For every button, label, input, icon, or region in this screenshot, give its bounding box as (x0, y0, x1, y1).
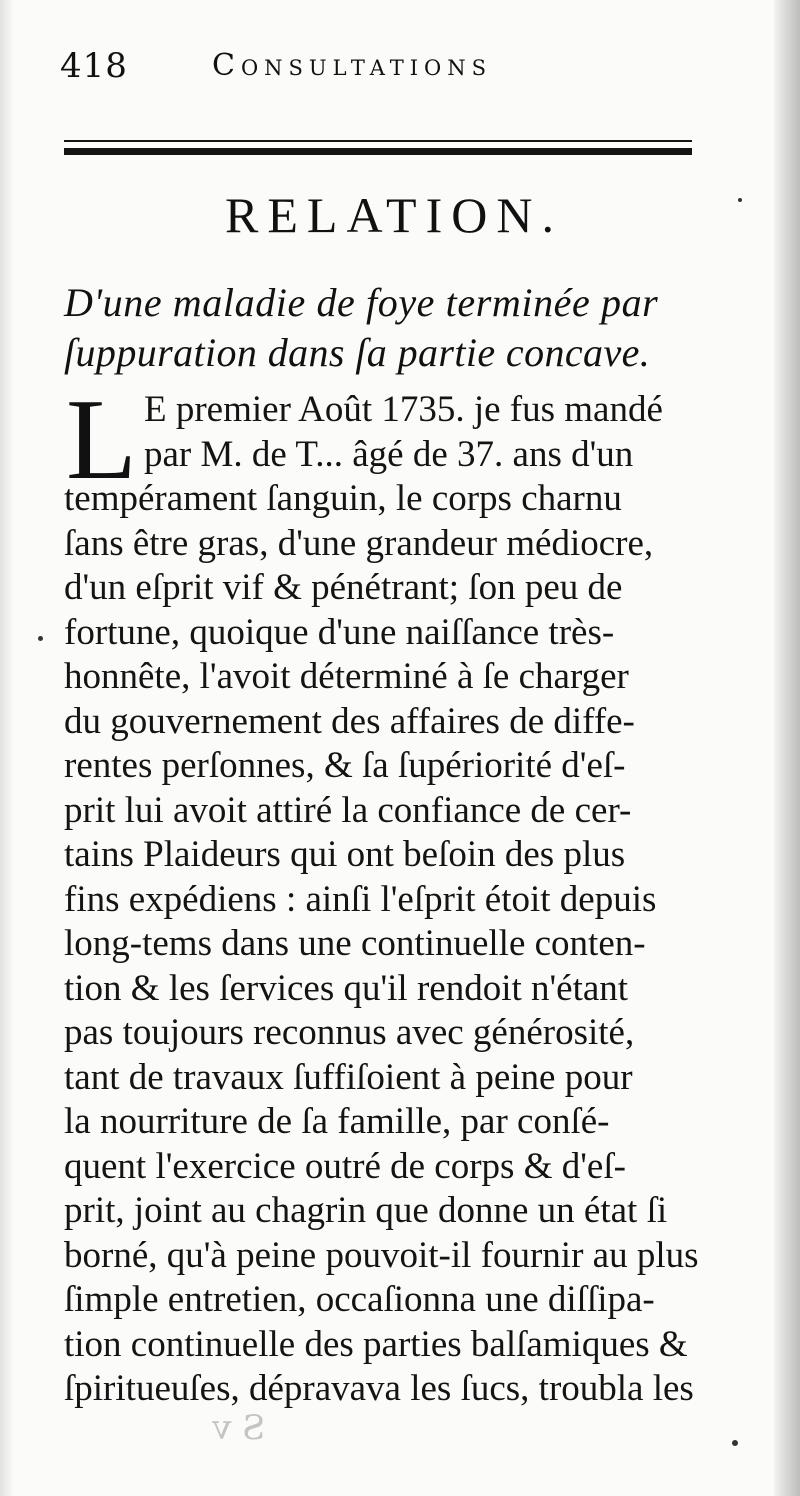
body-paragraph (64, 376, 744, 1412)
subtitle-line: D'une maladie de foye terminée par (64, 280, 659, 325)
body-line: borné, qu'à peine pouvoit-il fournir au plus (64, 1234, 699, 1276)
body-line: tant de travaux ſuffiſoient à peine pour (64, 1056, 633, 1098)
body-line: ſimple entretien, occaſionna une diſſipa- (64, 1279, 655, 1320)
page-header (60, 42, 720, 92)
page-left-edge (0, 0, 14, 1496)
body-line: par M. de T... âgé de 37. ans d'un (144, 433, 634, 475)
body-line: la nourriture de ſa famille, par conſé- (64, 1101, 610, 1142)
body-line: fins expédiens : ainſi l'eſprit étoit depuis (64, 878, 657, 920)
body-line: d'un eſprit vif & pénétrant; ſon peu de (64, 567, 623, 608)
ink-speck (732, 1440, 738, 1446)
body-line: quent l'exercice outré de corps & d'eſ- (64, 1145, 626, 1187)
body-line: ſpiritueuſes, dépravava les ſucs, troubla les (64, 1368, 694, 1409)
page-gutter-shadow (774, 0, 800, 1496)
body-line: rentes perſonnes, & ſa ſupériorité d'eſ- (64, 745, 626, 786)
body-line: honnête, l'avoit déterminé à ſe charger (64, 656, 629, 697)
ink-speck (38, 636, 43, 641)
header-rule-thin (64, 140, 692, 142)
body-line: tion continuelle des parties balſamiques & (64, 1323, 688, 1365)
body-line: fortune, quoique d'une naiſſance très- (64, 611, 615, 653)
body-line: pas toujours reconnus avec générosité, (64, 1012, 635, 1053)
body-line: ſans être gras, d'une grandeur médiocre, (64, 522, 654, 564)
header-rule-thick (64, 148, 692, 155)
section-subtitle (64, 278, 744, 378)
ink-speck (738, 198, 742, 202)
section-heading: RELATION. (225, 187, 563, 243)
body-line: prit lui avoit attiré la confiance de cer- (64, 789, 632, 831)
body-line: tains Plaideurs qui ont beſoin des plus (64, 834, 626, 875)
body-line: du gouvernement des affaires de diffe- (64, 700, 635, 742)
body-line: prit, joint au chagrin que donne un état ſi (64, 1190, 668, 1231)
subtitle-line: ſuppuration dans ſa partie concave. (64, 330, 651, 375)
drop-cap: L (66, 376, 137, 504)
bleed-through-text (60, 100, 760, 135)
page-number: 418 (60, 46, 128, 86)
body-line: tempérament ſanguin, le corps charnu (64, 478, 622, 519)
body-line: tion & les ſervices qu'il rendoit n'étant (64, 967, 629, 1009)
body-line: E premier Août 1735. je fus mandé (144, 389, 663, 430)
signature-mark: S v (212, 1408, 266, 1448)
body-line: long-tems dans une continuelle conten- (64, 923, 646, 964)
running-title: Consultations (212, 48, 493, 83)
